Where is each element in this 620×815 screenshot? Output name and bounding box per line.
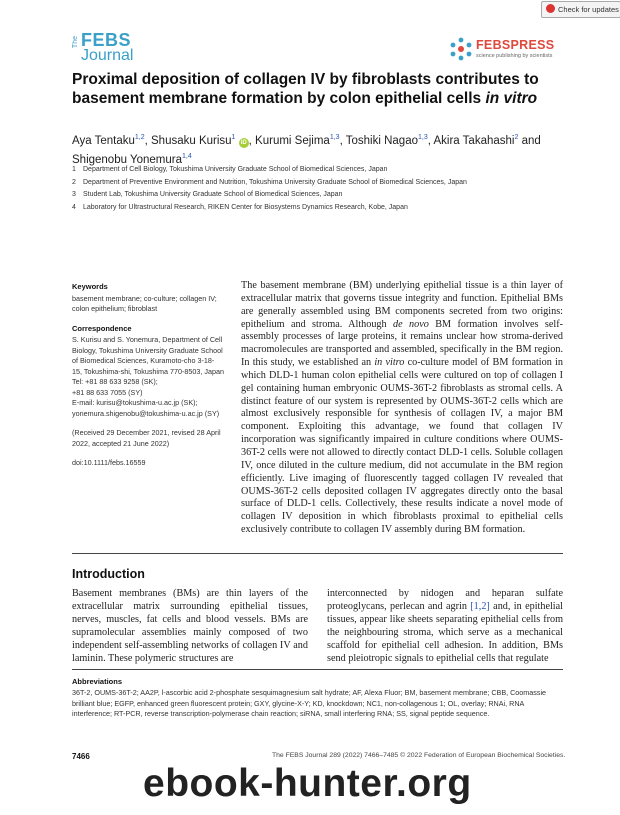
introduction-heading: Introduction [72, 567, 145, 581]
citation-link[interactable]: [1,2] [470, 601, 490, 612]
abstract-text: The basement membrane (BM) underlying epithelial tissue is a thin layer of extracellular matrix that governs tissue integrity and function. Epithelial BMs are generally assembled using BM components secreted from two origins: epithelium and stroma. Although de novo BM formation involves self-assembly processes of large proteins, it remains unclear how stroma-derived macromolecules are transported and assembled, specifically in the BM region. In this study, we established an in vitro co-culture model of BM formation in which DLD-1 human colon epithelial cells were cultured on top of collagen I gel containing human embryonic OUMS-36T-2 fibroblasts as stromal cells. A distinct feature of our system is represented by OUMS-36T-2 cells which are almost exclusively responsible for synthesis of collagen IV, a major BM component. Exploiting this advantage, we found that collagen IV incorporation was significantly impaired in culture conditions where OUMS-36T-2 cells were not allowed to directly contact DLD-1 cells. Soluble collagen IV, once diluted in the culture medium, did not accumulate in the BM region efficiently. Live imaging of fluorescently tagged collagen IV revealed that OUMS-36T-2 cells deposited collagen IV aggregates directly onto the basal surface of DLD-1 cells. Collectively, these results indicate a novel mode of collagen IV deposition in which fibroblasts proximal to epithelial cells exclusively contribute to collagen IV assembly during BM formation. [241, 280, 564, 536]
watermark: ebook-hunter.org [143, 762, 472, 805]
page-number: 7466 [72, 752, 90, 761]
affiliation-text: Department of Preventive Environment and Nutrition, Tokushima University Graduate School of Biomedical Sciences, Japan [83, 178, 467, 186]
author-affiliation-ref[interactable]: 1,3 [329, 134, 340, 141]
title-italic: in vitro [485, 89, 538, 107]
febs-press-logo: FEBSPRESS science publishing by scientists [448, 36, 558, 66]
abstract-italic-term: de novo [393, 318, 429, 330]
correspondence-heading: Correspondence [72, 323, 132, 333]
keywords-text: basement membrane; co-culture; collagen IV; colon epithelium; fibroblast [72, 293, 217, 313]
doi-link[interactable]: doi:10.1111/febs.16559 [72, 458, 146, 467]
abstract-italic-term: in vitro [374, 357, 405, 369]
affiliations [72, 166, 562, 216]
affiliation-item [72, 204, 562, 217]
affiliation-number: 3 [72, 191, 76, 198]
article-info-sidebar [72, 282, 224, 478]
author-name: Aya Tentaku [72, 134, 135, 147]
abbreviations-text: 36T-2, OUMS-36T-2; AA2P, l-ascorbic acid 2-phosphate sesquimagnesium salt hydrate; AF, Alexa Fluor; BM, basement membrane; CBB, Coomassie brilliant blue; EGFP, enhanced green fluorescent protein; GXY, glycine-X-Y; KD, knockdown; NC1, non-collagenous 1; OL, overlay; RNAi, RNA interference; RT-PCR, reverse transcription-polymerase chain reaction; siRNA, small interfering RNA; SS, signal peptide sequence. [72, 688, 547, 719]
intro-column-left: Basement membranes (BMs) are thin layers of the extracellular matrix surrounding epithelial tissues, nerves, muscles, fat cells and blood vessels. BMs are supramolecular assemblies mainly composed of two independent self-assembling networks of collagen IV and laminin. These polymeric structures are [72, 588, 308, 664]
affiliation-item [72, 166, 562, 179]
check-for-updates-button[interactable]: Check for updates [541, 1, 620, 18]
journal-footer: The FEBS Journal 289 (2022) 7466–7485 © 2022 Federation of European Biochemical Societies. [272, 752, 566, 759]
affiliation-text: Laboratory for Ultrastructural Research, RIKEN Center for Biosystems Dynamics Research, Kobe, Japan [83, 203, 408, 211]
intro-column-right: interconnected by nidogen and heparan sulfate proteoglycans, perlecan and agrin [1,2] and, in epithelial tissues, appear like sheets separating epithelial cells from the neighbouring stroma, which serve as a mechanical scaffold for epithelial cell adhesion. In addition, BMs send pleiotropic signals to epithelial cells that regulate [327, 588, 563, 664]
author-affiliation-ref[interactable]: 1,2 [134, 134, 145, 141]
author-name: Kurumi Sejima [255, 134, 330, 147]
author-name: Toshiki Nagao [345, 134, 418, 147]
update-icon [546, 4, 555, 13]
received-dates: (Received 29 December 2021, revised 28 April 2022, accepted 21 June 2022) [72, 428, 221, 448]
abbreviations-heading: Abbreviations [72, 677, 123, 686]
author-list: Aya Tentaku$^{1,2}$, Shusaku Kurisu$^1$ iD , Kurumi Sejima$^{1,3}$, Toshiki Nagao$^{1,3}$, Akira Takahashi$^2$ and Shigenobu Yonemura$^{1,4}$ [72, 134, 541, 166]
abbreviations-divider [72, 669, 563, 670]
affiliation-item [72, 179, 562, 192]
orcid-icon[interactable]: iD [240, 139, 247, 146]
febs-journal-logo: The FEBS Journal [72, 30, 134, 64]
author-affiliation-ref[interactable]: 1,3 [417, 134, 428, 141]
author-affiliation-ref[interactable]: 1 [231, 134, 236, 141]
keywords-heading: Keywords [72, 282, 108, 291]
author-name: Akira Takahashi [433, 134, 515, 147]
affiliation-text: Student Lab, Tokushima University Graduate School of Biomedical Sciences, Japan [83, 191, 343, 198]
article-title: Proximal deposition of collagen IV by fibroblasts contributes to basement membrane formation by colon epithelial cells in vitro [72, 71, 539, 107]
affiliation-item [72, 191, 562, 204]
author-affiliation-ref[interactable]: 1,4 [182, 152, 192, 160]
febs-press-icon [448, 36, 474, 62]
author-conjunction: and [521, 134, 541, 147]
section-divider [72, 553, 563, 554]
affiliation-number: 2 [72, 178, 76, 186]
author-name: Shusaku Kurisu [151, 134, 232, 147]
author-name: Shigenobu Yonemura [72, 153, 182, 166]
affiliation-number: 1 [72, 166, 76, 173]
correspondence-text: S. Kurisu and S. Yonemura, Department of Cell Biology, Tokushima University Graduate School of Biomedical Sciences, Kuramoto-cho 3-18-15, Tokushima-shi, Tokushima 770-8503, Japan Tel: +81 88 633 9258 (SK); +81 88 633 7055 (SY) E-mail: kurisu@tokushima-u.ac.jp (SK); yonemura.shigenobu@tokushima-u.ac.jp (SY) [72, 335, 224, 418]
affiliation-number: 4 [72, 203, 76, 211]
author-affiliation-ref[interactable]: 2 [514, 134, 519, 141]
affiliation-text: Department of Cell Biology, Tokushima University Graduate School of Biomedical Sciences, Japan [83, 166, 388, 173]
